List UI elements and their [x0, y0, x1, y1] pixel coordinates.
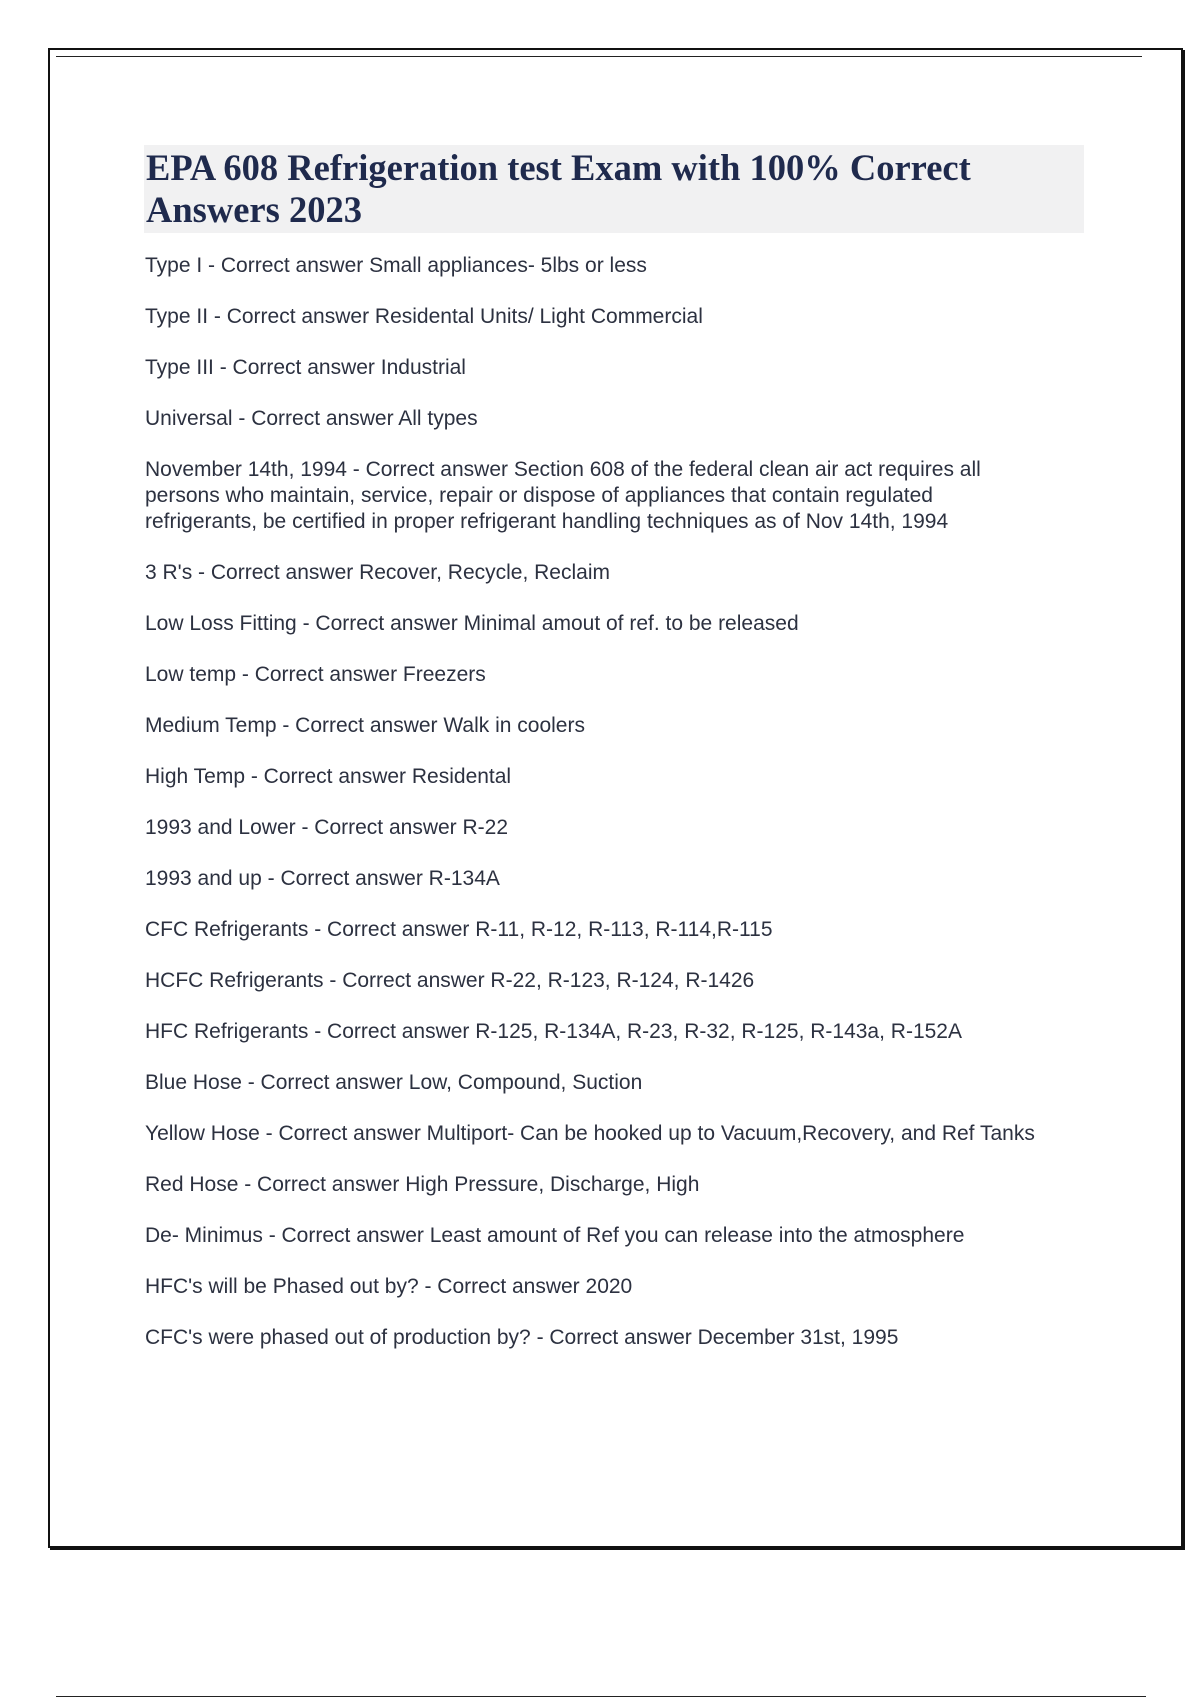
qa-answer: R-22, R-123, R-124, R-1426: [490, 969, 755, 992]
qa-item: [145, 1070, 1045, 1096]
qa-separator: - Correct answer: [202, 254, 370, 277]
qa-term: HFC Refrigerants: [145, 1020, 309, 1043]
qa-separator: - Correct answer: [238, 1173, 406, 1196]
qa-term: November 14th, 1994: [145, 458, 347, 481]
qa-answer: Industrial: [380, 356, 466, 379]
qa-term: CFC's were phased out of production by?: [145, 1326, 531, 1349]
qa-item: [145, 815, 1045, 841]
qa-term: Type II: [145, 305, 209, 328]
qa-answer: R-22: [462, 816, 509, 839]
qa-answer: Least amount of Ref you can release into the atmosphere: [429, 1224, 965, 1247]
qa-item: [145, 917, 1045, 943]
qa-term: HCFC Refrigerants: [145, 969, 324, 992]
qa-answer: Walk in coolers: [443, 714, 585, 737]
qa-item: [145, 1223, 1045, 1249]
qa-term: Red Hose: [145, 1173, 239, 1196]
qa-answer: December 31st, 1995: [697, 1326, 899, 1349]
qa-term: De- Minimus: [145, 1224, 263, 1247]
qa-answer: R-125, R-134A, R-23, R-32, R-125, R-143a, R-152A: [475, 1020, 962, 1043]
qa-term: 1993 and up: [145, 867, 262, 890]
qa-term: Universal: [145, 407, 233, 430]
qa-separator: - Correct answer: [296, 612, 464, 635]
document-title: EPA 608 Refrigeration test Exam with 100% Correct Answers 2023: [146, 147, 971, 230]
qa-item: [145, 1019, 1045, 1045]
qa-item: [145, 866, 1045, 892]
qa-item: [145, 611, 1045, 637]
qa-answer: Recover, Recycle, Reclaim: [359, 561, 610, 584]
qa-separator: - Correct answer: [245, 765, 412, 788]
qa-separator: - Correct answer: [418, 1275, 586, 1298]
qa-separator: - Correct answer: [236, 663, 403, 686]
bottom-rule: [56, 1696, 1146, 1697]
qa-answer: Minimal amout of ref. to be released: [463, 612, 799, 635]
qa-answer: Residental Units/ Light Commercial: [374, 305, 703, 328]
qa-term: Low Loss Fitting: [145, 612, 297, 635]
qa-term: CFC Refrigerants: [145, 918, 309, 941]
qa-term: Blue Hose: [145, 1071, 242, 1094]
title-band: [144, 145, 1084, 233]
qa-answer: R-11, R-12, R-113, R-114,R-115: [475, 918, 773, 941]
top-rule: [56, 56, 1142, 57]
qa-item: [145, 1274, 1045, 1300]
qa-answer: 2020: [585, 1275, 633, 1298]
qa-separator: - Correct answer: [259, 1122, 427, 1145]
qa-item: [145, 1172, 1045, 1198]
qa-term: High Temp: [145, 765, 245, 788]
qa-term: 3 R's: [145, 561, 193, 584]
qa-answer: Multiport- Can be hooked up to Vacuum,Recovery, and Ref Tanks: [426, 1122, 1035, 1145]
qa-separator: - Correct answer: [262, 1224, 430, 1247]
qa-answer: Small appliances- 5lbs or less: [369, 254, 647, 277]
qa-answer: R-134A: [428, 867, 500, 890]
qa-item: [145, 253, 1045, 279]
qa-separator: - Correct answer: [213, 356, 381, 379]
qa-item: [145, 457, 1045, 535]
qa-separator: - Correct answer: [346, 458, 514, 481]
qa-item: [145, 304, 1045, 330]
qa-answer: Residental: [411, 765, 512, 788]
qa-item: [145, 355, 1045, 381]
qa-term: Type I: [145, 254, 203, 277]
qa-answer: High Pressure, Discharge, High: [405, 1173, 700, 1196]
qa-separator: - Correct answer: [308, 1020, 476, 1043]
qa-separator: - Correct answer: [276, 714, 444, 737]
qa-item: [145, 560, 1045, 586]
qa-item: [145, 662, 1045, 688]
qa-item: [145, 713, 1045, 739]
qa-term: Low temp: [145, 663, 237, 686]
qa-term: Yellow Hose: [145, 1122, 260, 1145]
qa-term: HFC's will be Phased out by?: [145, 1275, 419, 1298]
qa-separator: - Correct answer: [323, 969, 491, 992]
qa-answer: Freezers: [402, 663, 486, 686]
qa-separator: - Correct answer: [208, 305, 375, 328]
qa-answer: All types: [398, 407, 478, 430]
qa-list: [145, 253, 1045, 1376]
qa-item: [145, 1121, 1045, 1147]
qa-separator: - Correct answer: [232, 407, 399, 430]
qa-separator: - Correct answer: [192, 561, 360, 584]
qa-answer: Low, Compound, Suction: [408, 1071, 643, 1094]
qa-item: [145, 764, 1045, 790]
qa-separator: - Correct answer: [530, 1326, 698, 1349]
qa-separator: - Correct answer: [295, 816, 463, 839]
qa-term: Medium Temp: [145, 714, 277, 737]
qa-item: [145, 968, 1045, 994]
qa-item: [145, 406, 1045, 432]
qa-answer: Section 608 of the federal clean air act requires all persons who maintain, service, repair or dispose of appliances that contain regulated refrigerants, be certified in proper refrigerant handling techniques as of Nov 14th, 1994: [145, 458, 981, 533]
qa-separator: - Correct answer: [261, 867, 429, 890]
qa-item: [145, 1325, 1045, 1351]
qa-term: 1993 and Lower: [145, 816, 296, 839]
qa-separator: - Correct answer: [241, 1071, 409, 1094]
qa-term: Type III: [145, 356, 214, 379]
qa-separator: - Correct answer: [308, 918, 476, 941]
